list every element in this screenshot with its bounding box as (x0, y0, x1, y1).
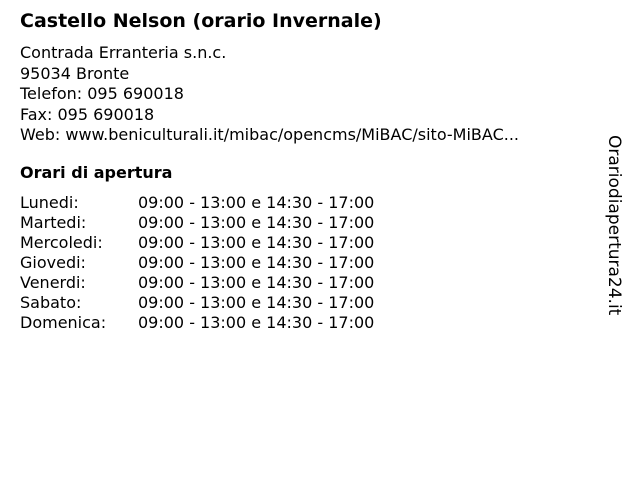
table-row (20, 313, 374, 333)
table-row (20, 213, 374, 233)
table-row (20, 253, 374, 273)
day-label: Mercoledi: (20, 233, 103, 252)
day-label: Giovedi: (20, 253, 86, 272)
opening-hours-table (20, 193, 374, 333)
site-watermark: Orariodiapertura24.it (604, 135, 624, 316)
hours-value: 09:00 - 13:00 e 14:30 - 17:00 (138, 253, 375, 272)
hours-value: 09:00 - 13:00 e 14:30 - 17:00 (138, 193, 375, 212)
day-label: Lunedi: (20, 193, 79, 212)
address-city: 95034 Bronte (20, 63, 130, 83)
contact-info (20, 43, 519, 146)
table-row (20, 193, 374, 213)
day-label: Sabato: (20, 293, 82, 312)
fax-number: Fax: 095 690018 (20, 104, 155, 124)
table-row (20, 233, 374, 253)
day-label: Martedi: (20, 213, 87, 232)
hours-value: 09:00 - 13:00 e 14:30 - 17:00 (138, 313, 375, 332)
page-title: Castello Nelson (orario Invernale) (20, 10, 382, 32)
day-label: Domenica: (20, 313, 107, 332)
hours-value: 09:00 - 13:00 e 14:30 - 17:00 (138, 213, 375, 232)
opening-hours-heading: Orari di apertura (20, 163, 173, 182)
address-street: Contrada Erranteria s.n.c. (20, 43, 227, 62)
hours-value: 09:00 - 13:00 e 14:30 - 17:00 (138, 273, 375, 292)
table-row (20, 273, 374, 293)
hours-value: 09:00 - 13:00 e 14:30 - 17:00 (138, 233, 375, 252)
website-link[interactable]: Web: www.beniculturali.it/mibac/opencms/MiBAC/sito-MiBAC... (20, 125, 519, 144)
day-label: Venerdi: (20, 273, 86, 292)
hours-value: 09:00 - 13:00 e 14:30 - 17:00 (138, 293, 375, 312)
phone-number: Telefon: 095 690018 (20, 84, 184, 103)
table-row (20, 293, 374, 313)
